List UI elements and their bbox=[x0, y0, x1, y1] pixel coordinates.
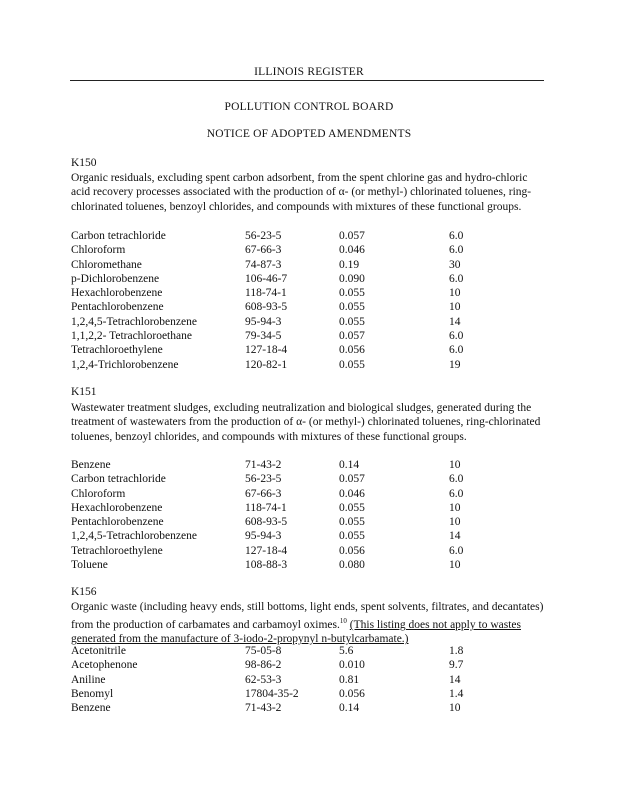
nonwastewater-standard: 14 bbox=[449, 315, 461, 328]
cas-number: 98-86-2 bbox=[245, 659, 282, 672]
table-row bbox=[71, 644, 551, 658]
nonwastewater-standard: 6.0 bbox=[449, 344, 464, 357]
wastewater-standard: 0.055 bbox=[339, 301, 365, 314]
constituent-name: Chloroform bbox=[71, 244, 126, 257]
cas-number: 127-18-4 bbox=[245, 544, 288, 557]
wastewater-standard: 0.81 bbox=[339, 673, 360, 686]
constituent-name: Benzene bbox=[71, 702, 111, 715]
description-main-text: Organic waste (including heavy ends, still bottoms, light ends, spent solvents, filtrates, and decantates) from the production of carbamates and carbamoyl oximes. bbox=[71, 601, 544, 632]
constituent-name: Carbon tetrachloride bbox=[71, 230, 166, 242]
notice-title: NOTICE OF ADOPTED AMENDMENTS bbox=[206, 128, 412, 140]
constituent-name: 1,2,4,5-Tetrachlorobenzene bbox=[71, 315, 197, 328]
wastewater-standard: 0.055 bbox=[339, 358, 365, 371]
wastewater-standard: 0.046 bbox=[339, 487, 365, 500]
wastewater-standard: 0.057 bbox=[339, 330, 365, 343]
nonwastewater-standard: 9.7 bbox=[449, 659, 464, 672]
cas-number: 608-93-5 bbox=[245, 516, 288, 529]
wastewater-standard: 0.055 bbox=[339, 315, 365, 328]
wastewater-standard: 0.055 bbox=[339, 516, 365, 529]
wastewater-standard: 0.055 bbox=[339, 530, 365, 543]
table-row bbox=[71, 329, 551, 343]
nonwastewater-standard: 30 bbox=[449, 258, 461, 271]
nonwastewater-standard: 6.0 bbox=[449, 272, 464, 285]
cas-number: 118-74-1 bbox=[245, 287, 287, 300]
waste-description-k151: Wastewater treatment sludges, excluding neutralization and biological sludges, generated during the treatment of wastewaters from the production of α- (or methyl-) chlorinated toluenes, ring-chlorinated toluenes, benzoyl chlorides, and compounds with mixtures of these functional groups. bbox=[71, 402, 541, 443]
table-row bbox=[71, 658, 551, 672]
table-row bbox=[71, 286, 551, 300]
constituent-table-k151 bbox=[71, 458, 551, 572]
constituent-name: Hexachlorobenzene bbox=[71, 501, 163, 514]
constituent-name: Tetrachloroethylene bbox=[71, 544, 163, 557]
nonwastewater-standard: 10 bbox=[449, 301, 461, 314]
table-row bbox=[71, 343, 551, 357]
constituent-name: Pentachlorobenzene bbox=[71, 301, 164, 314]
table-row bbox=[71, 458, 551, 472]
table-row bbox=[71, 300, 551, 314]
wastewater-standard: 5.6 bbox=[339, 645, 354, 657]
table-row bbox=[71, 472, 551, 486]
nonwastewater-standard: 10 bbox=[449, 459, 461, 471]
description-note-underlined: (This listing does not apply to wastes generated from the manufacture of 3-iodo-2-propynyl n-butylcarbamate.) bbox=[71, 619, 521, 646]
nonwastewater-standard: 10 bbox=[449, 501, 461, 514]
cas-number: 120-82-1 bbox=[245, 358, 288, 371]
constituent-name: Chloromethane bbox=[71, 258, 142, 271]
nonwastewater-standard: 6.0 bbox=[449, 544, 464, 557]
wastewater-standard: 0.055 bbox=[339, 287, 365, 300]
table-row bbox=[71, 558, 551, 572]
constituent-name: 1,1,2,2- Tetrachloroethane bbox=[71, 330, 192, 343]
cas-number: 71-43-2 bbox=[245, 459, 282, 471]
nonwastewater-standard: 6.0 bbox=[449, 230, 464, 242]
table-row bbox=[71, 687, 551, 701]
cas-number: 56-23-5 bbox=[245, 230, 282, 242]
wastewater-standard: 0.14 bbox=[339, 702, 360, 715]
constituent-name: Aniline bbox=[71, 673, 106, 686]
cas-number: 108-88-3 bbox=[245, 559, 288, 572]
table-row bbox=[71, 501, 551, 515]
wastewater-standard: 0.055 bbox=[339, 501, 365, 514]
cas-number: 17804-35-2 bbox=[245, 687, 299, 700]
nonwastewater-standard: 1.8 bbox=[449, 645, 464, 657]
constituent-table-k156 bbox=[71, 644, 551, 715]
cas-number: 127-18-4 bbox=[245, 344, 288, 357]
constituent-name: Toluene bbox=[71, 559, 108, 572]
wastewater-standard: 0.057 bbox=[339, 473, 365, 486]
constituent-name: Benomyl bbox=[71, 687, 114, 700]
cas-number: 67-66-3 bbox=[245, 487, 282, 500]
nonwastewater-standard: 6.0 bbox=[449, 330, 464, 343]
board-title: POLLUTION CONTROL BOARD bbox=[224, 101, 394, 113]
nonwastewater-standard: 14 bbox=[449, 530, 461, 543]
constituent-name: Tetrachloroethylene bbox=[71, 344, 163, 357]
wastewater-standard: 0.056 bbox=[339, 544, 365, 557]
table-row bbox=[71, 229, 551, 243]
nonwastewater-standard: 10 bbox=[449, 702, 461, 715]
nonwastewater-standard: 14 bbox=[449, 673, 461, 686]
cas-number: 95-94-3 bbox=[245, 315, 282, 328]
wastewater-standard: 0.046 bbox=[339, 244, 365, 257]
nonwastewater-standard: 10 bbox=[449, 516, 461, 529]
table-row bbox=[71, 258, 551, 272]
cas-number: 118-74-1 bbox=[245, 501, 287, 514]
cas-number: 56-23-5 bbox=[245, 473, 282, 486]
constituent-table-k150 bbox=[71, 229, 551, 372]
nonwastewater-standard: 1.4 bbox=[449, 687, 464, 700]
table-row bbox=[71, 673, 551, 687]
cas-number: 67-66-3 bbox=[245, 244, 282, 257]
cas-number: 75-05-8 bbox=[245, 645, 282, 657]
wastewater-standard: 0.080 bbox=[339, 559, 365, 572]
waste-description-k156 bbox=[71, 600, 549, 647]
cas-number: 608-93-5 bbox=[245, 301, 288, 314]
constituent-name: Acetonitrile bbox=[71, 645, 126, 657]
waste-code-k156: K156 bbox=[71, 586, 97, 598]
wastewater-standard: 0.14 bbox=[339, 459, 360, 471]
nonwastewater-standard: 10 bbox=[449, 559, 461, 572]
constituent-name: Carbon tetrachloride bbox=[71, 473, 166, 486]
table-row bbox=[71, 315, 551, 329]
cas-number: 62-53-3 bbox=[245, 673, 282, 686]
table-row bbox=[71, 272, 551, 286]
wastewater-standard: 0.056 bbox=[339, 687, 365, 700]
constituent-name: Chloroform bbox=[71, 487, 126, 500]
table-row bbox=[71, 243, 551, 257]
wastewater-standard: 0.010 bbox=[339, 659, 365, 672]
constituent-name: Pentachlorobenzene bbox=[71, 516, 164, 529]
constituent-name: Acetophenone bbox=[71, 659, 138, 672]
waste-code-k150: K150 bbox=[71, 157, 97, 169]
constituent-name: p-Dichlorobenzene bbox=[71, 272, 160, 285]
constituent-name: Benzene bbox=[71, 459, 111, 471]
wastewater-standard: 0.056 bbox=[339, 344, 365, 357]
cas-number: 106-46-7 bbox=[245, 272, 288, 285]
table-row bbox=[71, 515, 551, 529]
cas-number: 95-94-3 bbox=[245, 530, 282, 543]
nonwastewater-standard: 19 bbox=[449, 358, 461, 371]
nonwastewater-standard: 10 bbox=[449, 287, 461, 300]
table-row bbox=[71, 529, 551, 543]
constituent-name: 1,2,4,5-Tetrachlorobenzene bbox=[71, 530, 197, 543]
cas-number: 71-43-2 bbox=[245, 702, 282, 715]
wastewater-standard: 0.090 bbox=[339, 272, 365, 285]
waste-description-k150: Organic residuals, excluding spent carbon adsorbent, from the spent chlorine gas and hydro-chloric acid recovery processes associated with the production of α- (or methyl-) chlorinated toluenes, ring-chlorinated toluenes, benzoyl chlorides, and compounds with mixtures of these functional groups. bbox=[71, 172, 532, 213]
wastewater-standard: 0.19 bbox=[339, 258, 360, 271]
nonwastewater-standard: 6.0 bbox=[449, 473, 464, 486]
waste-code-k151: K151 bbox=[71, 386, 97, 398]
constituent-name: Hexachlorobenzene bbox=[71, 287, 163, 300]
table-row bbox=[71, 701, 551, 715]
footnote-mark: 10 bbox=[339, 617, 347, 626]
table-row bbox=[71, 358, 551, 372]
cas-number: 74-87-3 bbox=[245, 258, 282, 271]
table-row bbox=[71, 544, 551, 558]
nonwastewater-standard: 6.0 bbox=[449, 487, 464, 500]
header-rule bbox=[70, 80, 544, 81]
register-title: ILLINOIS REGISTER bbox=[254, 66, 364, 78]
nonwastewater-standard: 6.0 bbox=[449, 244, 464, 257]
wastewater-standard: 0.057 bbox=[339, 230, 365, 242]
cas-number: 79-34-5 bbox=[245, 330, 282, 343]
table-row bbox=[71, 487, 551, 501]
constituent-name: 1,2,4-Trichlorobenzene bbox=[71, 358, 179, 371]
